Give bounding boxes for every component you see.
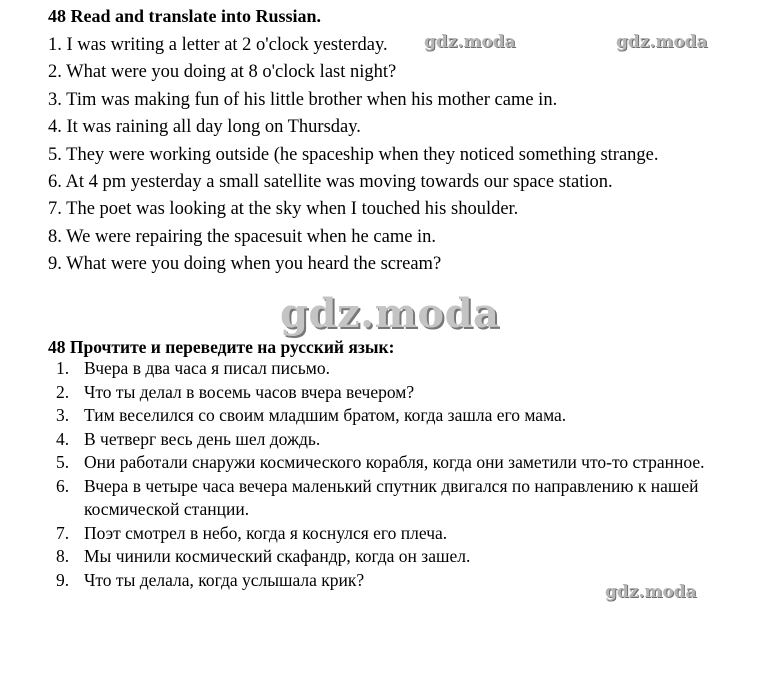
watermark: gdz.moda [616,32,708,52]
russian-sentence-4 [56,428,756,452]
item-text: Мы чинили космический скафандр, когда он зашел. [84,546,471,566]
english-sentence-3: 3. Tim was making fun of his little brother when his mother came in. [48,89,558,110]
item-text: В четверг весь день шел дождь. [84,428,321,449]
russian-sentence-6 [56,475,756,522]
english-sentence-2: 2. What were you doing at 8 o'clock last night? [48,62,397,83]
russian-sentence-list [56,357,756,592]
item-text: Поэт смотрел в небо, когда я коснулся его плеча. [84,522,448,543]
english-sentence-list [48,32,659,279]
item-text: Что ты делал в восемь часов вчера вечером? [84,381,415,402]
english-sentence-4: 4. It was raining all day long on Thursday. [48,117,361,138]
item-number: 2. [56,381,70,402]
item-text: Тим веселился со своим младшим братом, когда зашла его мама. [84,405,567,425]
russian-sentence-7 [56,522,756,546]
watermark: gdz.moda [280,290,500,337]
item-number: 8. [56,546,70,566]
english-sentence-8: 8. We were repairing the spacesuit when he came in. [48,226,437,247]
item-number: 1. [56,358,70,378]
item-text: Они работали снаружи космического корабля, когда они заметили что-то странное. [84,452,705,472]
item-number: 6. [56,475,70,496]
item-text: Вчера в два часа я писал письмо. [84,358,330,378]
english-sentence-9: 9. What were you doing when you heard the scream? [48,254,442,275]
english-sentence-1: 1. I was writing a letter at 2 o'clock yesterday. [48,35,388,55]
item-number: 3. [56,405,70,425]
item-number: 5. [56,452,70,472]
russian-sentence-8 [56,545,756,569]
russian-sentence-5 [56,451,756,475]
english-heading: 48 Read and translate into Russian. [48,6,322,26]
russian-sentence-3 [56,404,756,428]
russian-sentence-1 [56,357,756,381]
english-sentence-7: 7. The poet was looking at the sky when I touched his shoulder. [48,199,519,220]
item-text: Что ты делала, когда услышала крик? [84,569,365,590]
watermark: gdz.moda [605,582,697,602]
english-sentence-6: 6. At 4 pm yesterday a small satellite was moving towards our space station. [48,171,613,192]
russian-sentence-2 [56,381,756,405]
item-number: 9. [56,569,70,590]
item-number: 4. [56,428,70,449]
item-number: 7. [56,522,70,543]
item-text: Вчера в четыре часа вечера маленький спутник двигался по направлению к нашей космической станции. [84,475,699,519]
watermark: gdz.moda [424,32,516,52]
english-sentence-5: 5. They were working outside (he spaceship when they noticed something strange. [48,144,659,165]
russian-heading: 48 Прочтите и переведите на русский язык: [48,337,395,357]
